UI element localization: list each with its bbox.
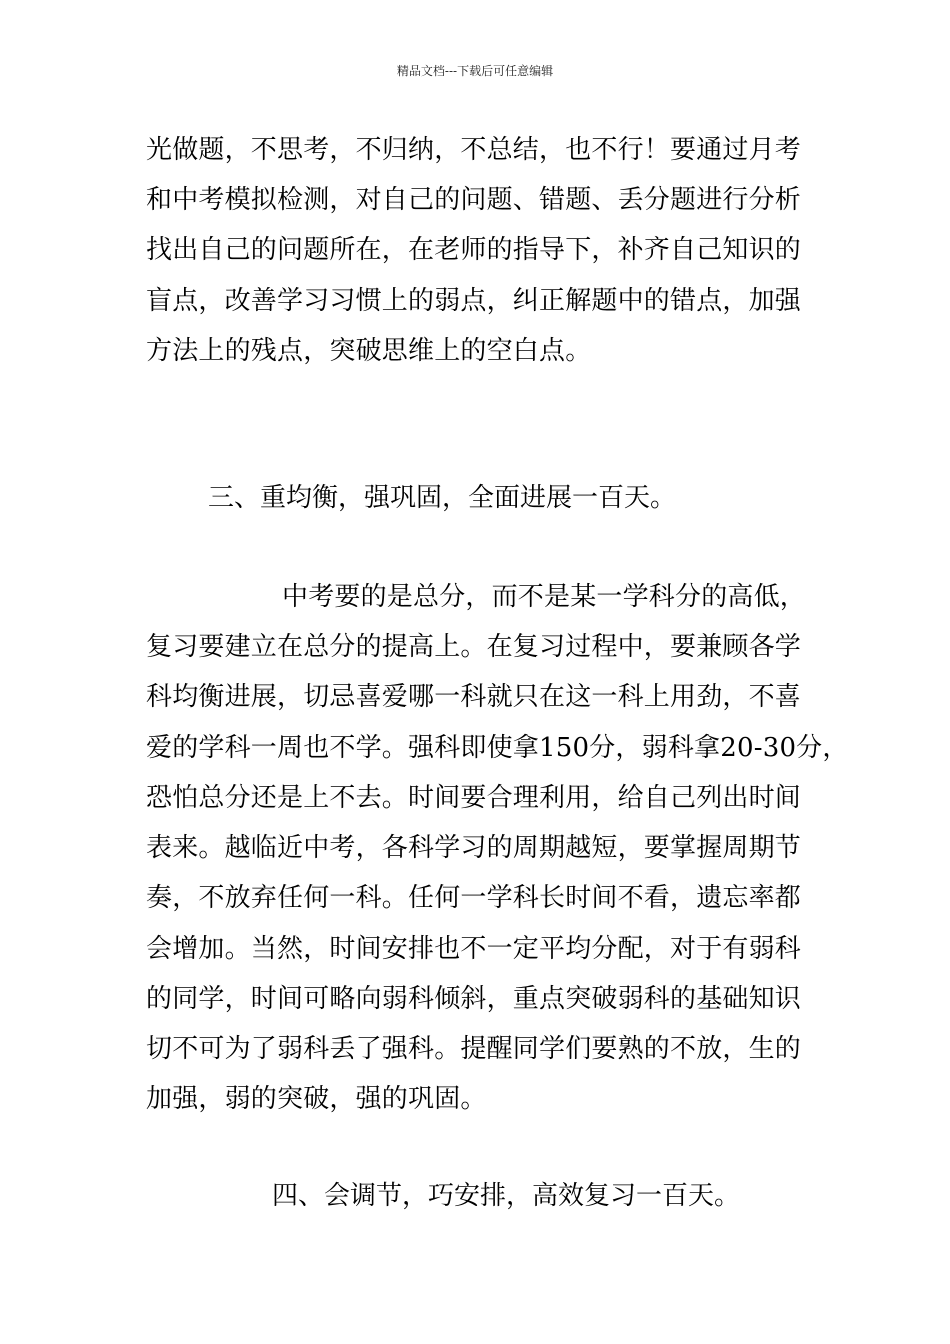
paragraph-line: 加强，弱的突破，强的巩固。 [146,1084,487,1114]
paragraph-line: 复习要建立在总分的提高上。在复习过程中，要兼顾各学 [146,632,802,662]
paragraph-line: 光做题，不思考，不归纳，不总结，也不行！要通过月考 [146,135,802,165]
paragraph-line: 方法上的残点，突破思维上的空白点。 [146,336,592,366]
paragraph-line: 中考要的是总分，而不是某一学科分的高低， [282,582,807,612]
paragraph-line: 找出自己的问题所在，在老师的指导下，补齐自己知识的 [146,235,802,265]
paragraph-line: 奏，不放弃任何一科。任何一学科长时间不看，遗忘率都 [146,883,802,913]
paragraph-line: 会增加。当然，时间安排也不一定平均分配，对于有弱科 [146,934,802,964]
page-header: 精品文档---下载后可任意编辑 [396,64,554,78]
paragraph-line: 和中考模拟检测，对自己的问题、错题、丢分题进行分析 [146,185,802,215]
section-heading-3: 三、重均衡，强巩固，全面进展一百天。 [208,483,677,513]
section-heading-4: 四、会调节，巧安排，高效复习一百天。 [272,1181,741,1211]
paragraph-line: 表来。越临近中考，各科学习的周期越短，要掌握周期节 [146,833,802,863]
paragraph-line: 盲点，改善学习习惯上的弱点，纠正解题中的错点，加强 [146,286,802,316]
paragraph-line: 的同学，时间可略向弱科倾斜，重点突破弱科的基础知识 [146,984,802,1014]
paragraph-line: 切不可为了弱科丢了强科。提醒同学们要熟的不放，生的 [146,1034,802,1064]
paragraph-line: 科均衡进展，切忌喜爱哪一科就只在这一科上用劲，不喜 [146,682,802,712]
paragraph-line: 恐怕总分还是上不去。时间要合理利用，给自己列出时间 [146,783,802,813]
paragraph-line: 爱的学科一周也不学。强科即使拿150分，弱科拿20-30分， [146,733,849,763]
